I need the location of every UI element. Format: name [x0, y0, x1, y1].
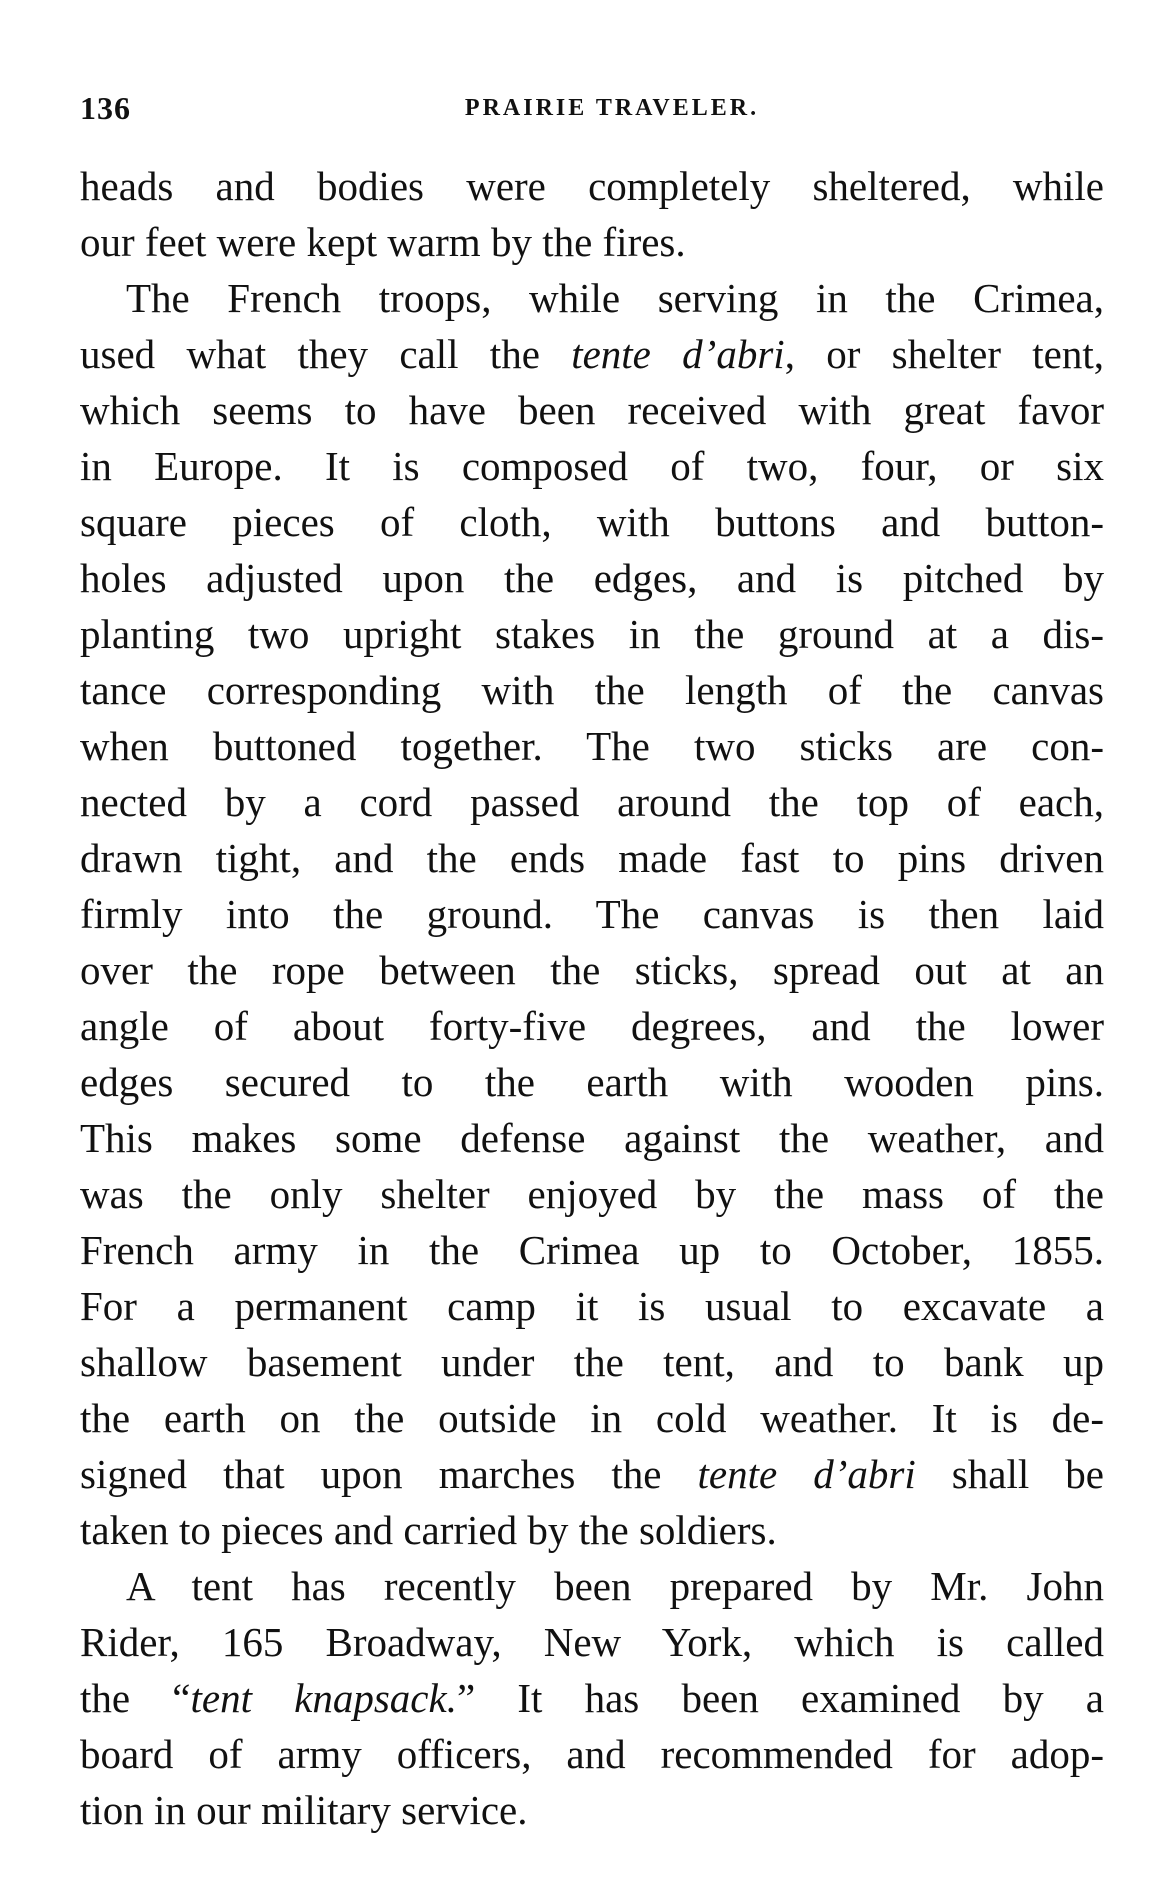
text-segment: board of army officers, and recommended for adop- [80, 1731, 1104, 1777]
text-segment: drawn tight, and the ends made fast to pins driven [80, 835, 1104, 881]
text-segment: our feet were kept warm by the fires. [80, 219, 686, 265]
text-segment: square pieces of cloth, with buttons and button- [80, 499, 1104, 545]
text-line [80, 718, 1104, 774]
text-segment: The French troops, while serving in the Crimea, [126, 275, 1104, 321]
text-segment: signed that upon marches the [80, 1451, 698, 1497]
text-segment: tance corresponding with the length of the canvas [80, 667, 1104, 713]
text-line [80, 1278, 1104, 1334]
text-line [80, 1614, 1104, 1670]
text-segment: over the rope between the sticks, spread out at an [80, 947, 1104, 993]
italic-text: tente d’abri [697, 1451, 916, 1497]
text-line [80, 270, 1104, 326]
text-segment: which seems to have been received with great favor [80, 387, 1104, 433]
text-line [80, 494, 1104, 550]
text-line [80, 1166, 1104, 1222]
body-text [80, 158, 1104, 1838]
text-segment: This makes some defense against the weather, and [80, 1115, 1104, 1161]
text-line [80, 774, 1104, 830]
text-line [80, 830, 1104, 886]
text-segment: shall be [915, 1451, 1104, 1497]
text-segment: in Europe. It is composed of two, four, or six [80, 443, 1104, 489]
running-head [80, 88, 1104, 128]
italic-text: tent knapsack. [190, 1675, 457, 1721]
text-line [80, 1222, 1104, 1278]
text-segment: when buttoned together. The two sticks are con- [80, 723, 1104, 769]
text-line [80, 326, 1104, 382]
text-line [80, 1502, 1104, 1558]
text-segment: firmly into the ground. The canvas is then laid [80, 891, 1104, 937]
text-line [80, 1558, 1104, 1614]
text-line [80, 382, 1104, 438]
text-segment: was the only shelter enjoyed by the mass of the [80, 1171, 1104, 1217]
text-line [80, 1390, 1104, 1446]
text-line [80, 1054, 1104, 1110]
text-segment: ” It has been examined by a [456, 1675, 1104, 1721]
text-line [80, 1782, 1104, 1838]
text-segment: the “ [80, 1675, 191, 1721]
text-segment: planting two upright stakes in the ground at a dis- [80, 611, 1104, 657]
text-segment: angle of about forty-five degrees, and the lower [80, 1003, 1104, 1049]
text-segment: heads and bodies were completely sheltered, while [80, 163, 1104, 209]
text-line [80, 1334, 1104, 1390]
text-line [80, 998, 1104, 1054]
text-line [80, 214, 1104, 270]
text-segment: the earth on the outside in cold weather. It is de- [80, 1395, 1104, 1441]
text-segment: French army in the Crimea up to October, 1855. [80, 1227, 1104, 1273]
text-segment: edges secured to the earth with wooden pins. [80, 1059, 1104, 1105]
text-line [80, 886, 1104, 942]
text-segment: nected by a cord passed around the top of each, [80, 779, 1104, 825]
text-segment: shallow basement under the tent, and to bank up [80, 1339, 1104, 1385]
italic-text: tente d’abri [571, 331, 785, 377]
page-number: 136 [80, 90, 131, 126]
text-line [80, 942, 1104, 998]
running-title: PRAIRIE TRAVELER. [464, 95, 760, 121]
text-segment: Rider, 165 Broadway, New York, which is called [80, 1619, 1104, 1665]
text-line [80, 1726, 1104, 1782]
text-line [80, 158, 1104, 214]
text-segment: tion in our military service. [80, 1787, 528, 1833]
text-segment: A tent has recently been prepared by Mr. John [126, 1563, 1104, 1609]
text-segment: , or shelter tent, [784, 331, 1104, 377]
text-line [80, 438, 1104, 494]
text-segment: used what they call the [80, 331, 572, 377]
text-line [80, 1110, 1104, 1166]
text-line [80, 1670, 1104, 1726]
text-segment: taken to pieces and carried by the soldiers. [80, 1507, 777, 1553]
text-line [80, 1446, 1104, 1502]
text-segment: holes adjusted upon the edges, and is pitched by [80, 555, 1104, 601]
text-line [80, 606, 1104, 662]
text-segment: For a permanent camp it is usual to excavate a [80, 1283, 1104, 1329]
text-line [80, 550, 1104, 606]
text-line [80, 662, 1104, 718]
